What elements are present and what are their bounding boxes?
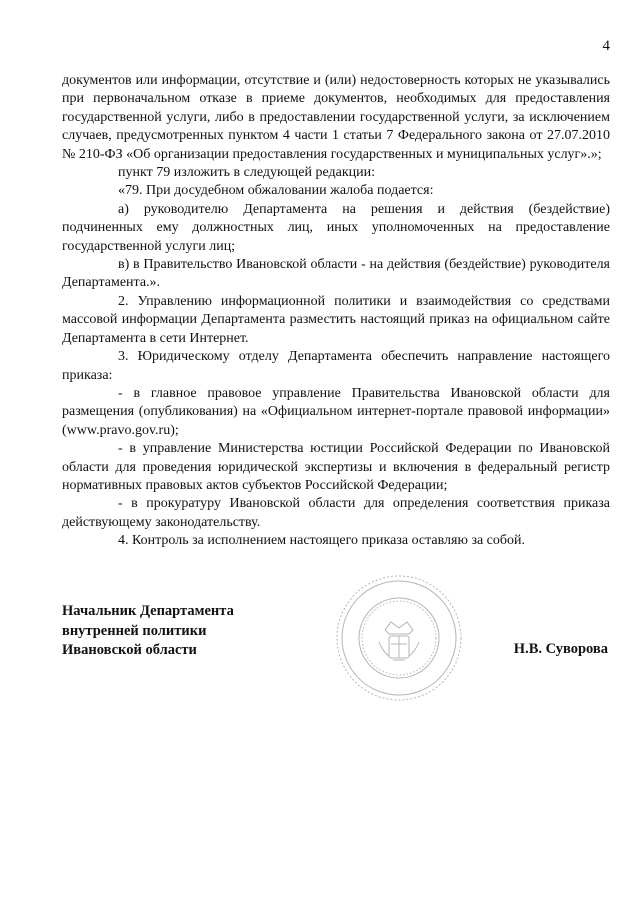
document-body <box>62 72 610 551</box>
signer-title-line-1: Начальник Департамента <box>62 603 234 619</box>
signer-title-line-2: внутренней политики <box>62 622 207 639</box>
paragraph-11: 4. Контроль за исполнением настоящего приказа оставляю за собой. <box>118 533 526 549</box>
paragraph-1: документов или информации, отсутствие и (или) недостоверность которых не указывались при первоначальном отказе в приеме документов, необходимых для предоставления государственной услуги, либо в предоставлении государственной услуги, за исключением случаев, предусмотренных пунктом 4 части 1 статьи 7 Федерального закона от 27.07.2010 № 210-ФЗ «Об организации предоставления государственных и муниципальных услуг».»; <box>62 73 610 162</box>
paragraph-2: пункт 79 изложить в следующей редакции: <box>118 165 375 181</box>
paragraph-4: а) руководителю Департамента на решения и действия (бездействие) подчиненных ему должностных лиц, иных уполномоченных на предоставление государственной услуги лиц; <box>62 201 610 254</box>
paragraph-9: - в управление Министерства юстиции Российской Федерации по Ивановской области для проведения юридической экспертизы и включения в федеральный регистр нормативных правовых актов субъектов Российской Федерации; <box>62 441 610 493</box>
page-number: 4 <box>602 38 610 54</box>
official-seal-icon <box>333 572 465 704</box>
paragraph-5: в) в Правительство Ивановской области - на действия (бездействие) руководителя Департамента.». <box>62 257 610 291</box>
paragraph-8: - в главное правовое управление Правительства Ивановской области для размещения (опубликования) на «Официальном интернет-портале правовой информации» (www.pravo.gov.ru); <box>62 385 610 438</box>
paragraph-6: 2. Управлению информационной политики и взаимодействия со средствами массовой информации Департамента разместить настоящий приказ на официальном сайте Департамента в сети Интернет. <box>62 293 610 346</box>
signer-name: Н.В. Суворова <box>513 641 608 657</box>
paragraph-7: 3. Юридическому отделу Департамента обеспечить направление настоящего приказа: <box>62 349 610 383</box>
signer-title <box>62 602 234 661</box>
signer-title-line-3: Ивановской области <box>62 642 197 658</box>
paragraph-3: «79. При досудебном обжаловании жалоба подается: <box>118 183 434 199</box>
paragraph-10: - в прокуратуру Ивановской области для определения соответствия приказа действующему законодательству. <box>62 496 610 530</box>
